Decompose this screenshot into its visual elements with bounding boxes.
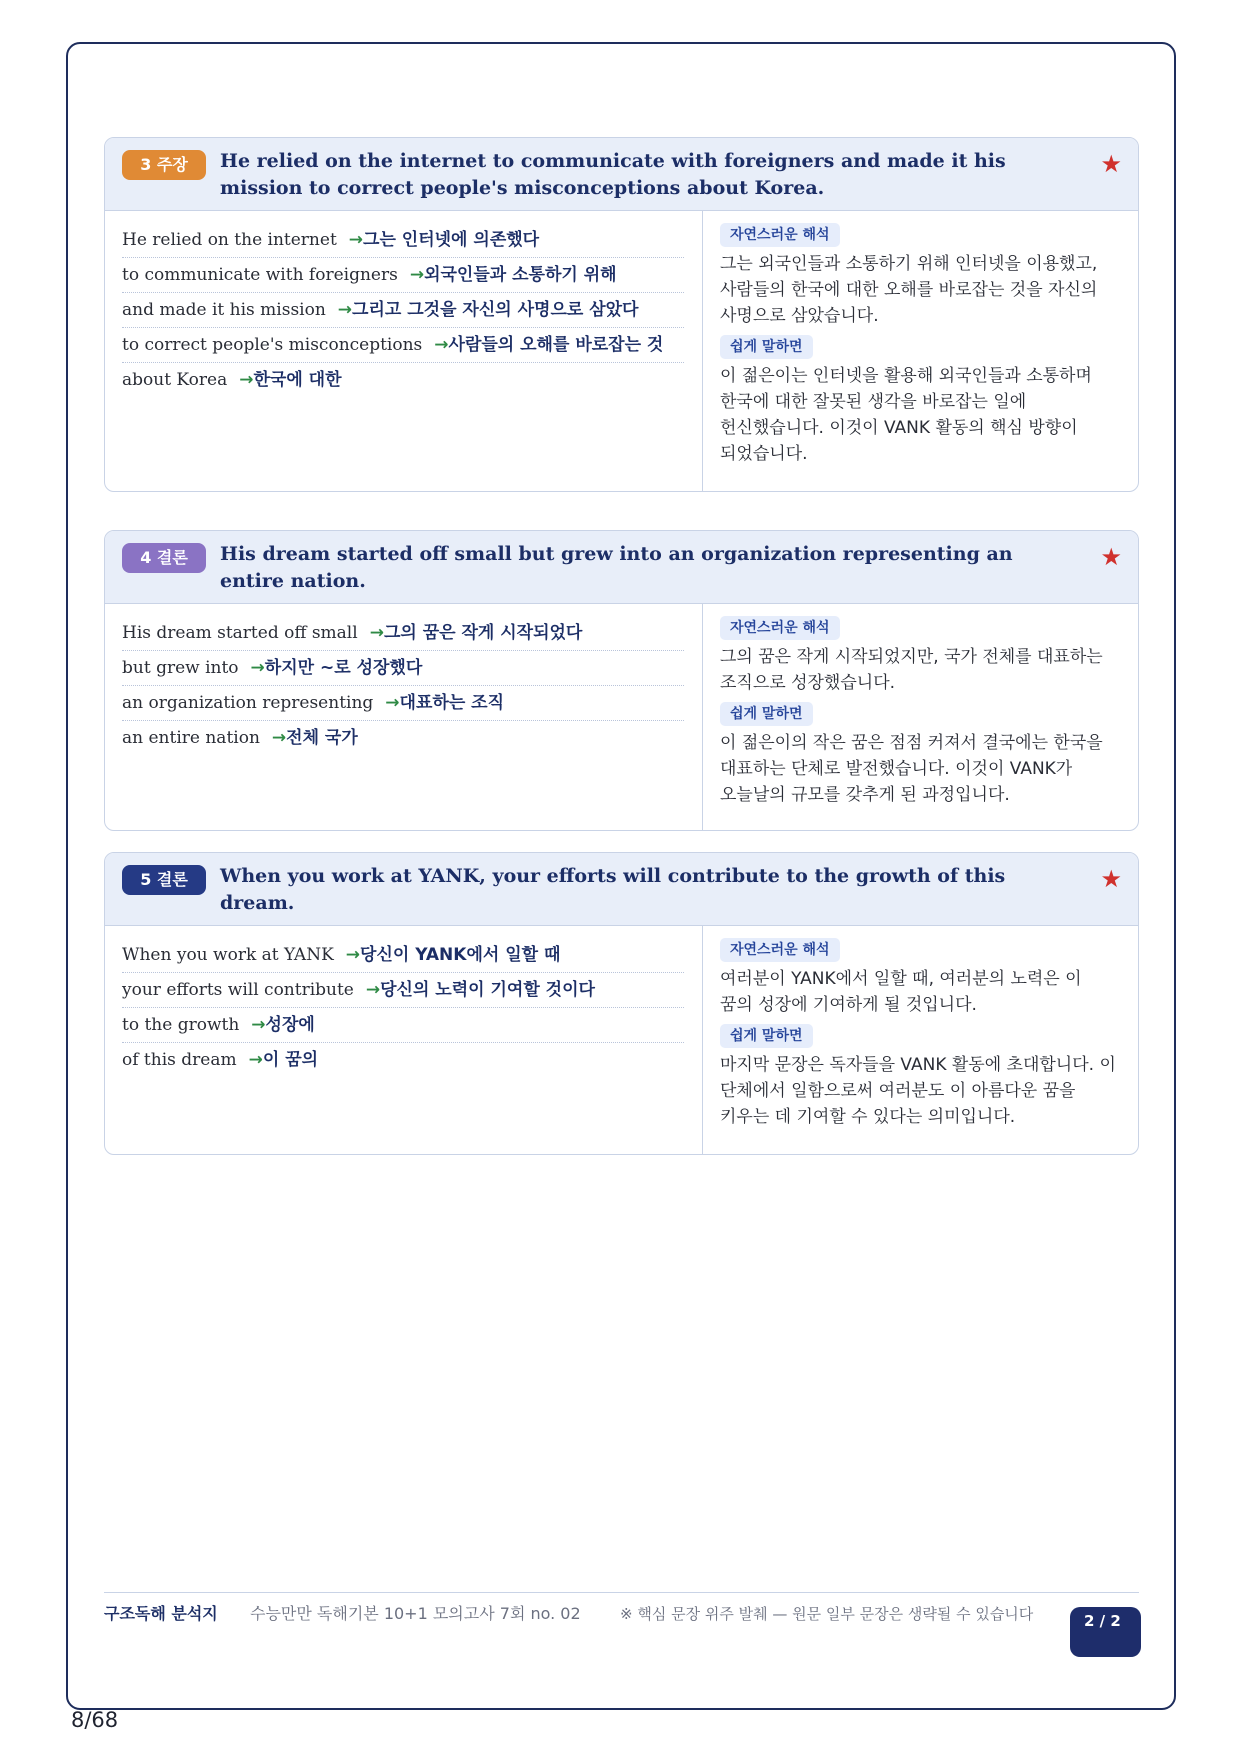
chunk-korean: 그의 꿈은 작게 시작되었다 — [383, 623, 583, 643]
chunk-english: He relied on the internet — [122, 230, 337, 250]
arrow-icon: → — [369, 623, 384, 643]
chunk-english: When you work at YANK — [122, 945, 334, 965]
translation-panel — [703, 211, 1138, 491]
arrow-icon: → — [251, 1015, 266, 1035]
card-header — [105, 853, 1138, 926]
sentence-badge: 3 주장 — [122, 150, 206, 180]
key-sentence: He relied on the internet to communicate with foreigners and made it his mission to correct people's misconceptions about Korea. — [220, 150, 1006, 199]
star-icon: ★ — [1100, 543, 1122, 571]
footer-note: ※ 핵심 문장 위주 발췌 — 원문 일부 문장은 생략될 수 있습니다 — [620, 1605, 1034, 1623]
chunk-row — [122, 363, 684, 397]
chunk-list — [105, 604, 703, 830]
chunk-row — [122, 686, 684, 721]
natural-translation: 여러분이 YANK에서 일할 때, 여러분의 노력은 이 꿈의 성장에 기여하게 될 것입니다. — [720, 969, 1082, 1015]
sentence-badge: 4 결론 — [122, 543, 206, 573]
arrow-icon: → — [345, 945, 361, 965]
arrow-icon: → — [409, 265, 425, 285]
card-header — [105, 531, 1138, 604]
chunk-english: His dream started off small — [122, 623, 358, 643]
chunk-row — [122, 938, 684, 973]
page-counter: 8/68 — [71, 1708, 119, 1732]
sentence-card-4 — [104, 530, 1139, 831]
chunk-korean: 한국에 대한 — [253, 370, 342, 390]
arrow-icon: → — [434, 335, 449, 355]
key-sentence: When you work at YANK, your efforts will contribute to the growth of this dream. — [220, 865, 1006, 914]
chunk-korean: 당신이 YANK에서 일할 때 — [360, 945, 561, 965]
easy-explanation-tag: 쉽게 말하면 — [720, 335, 813, 359]
natural-translation: 그는 외국인들과 소통하기 위해 인터넷을 이용했고, 사람들의 한국에 대한 오해를 바로잡는 것을 자신의 사명으로 삼았습니다. — [720, 254, 1098, 326]
star-icon: ★ — [1100, 865, 1122, 893]
natural-translation: 그의 꿈은 작게 시작되었지만, 국가 전체를 대표하는 조직으로 성장했습니다. — [720, 647, 1103, 693]
chunk-row — [122, 293, 684, 328]
arrow-icon: → — [385, 693, 400, 713]
natural-translation-tag: 자연스러운 해석 — [720, 223, 840, 247]
chunk-english: and made it his mission — [122, 300, 326, 320]
easy-explanation-tag: 쉽게 말하면 — [720, 702, 813, 726]
chunk-korean: 그리고 그것을 자신의 사명으로 삼았다 — [352, 300, 639, 320]
chunk-english: to communicate with foreigners — [122, 265, 398, 285]
chunk-row — [122, 258, 684, 293]
chunk-korean: 당신의 노력이 기여할 것이다 — [380, 980, 595, 1000]
chunk-korean: 대표하는 조직 — [399, 693, 504, 713]
chunk-row — [122, 616, 684, 651]
translation-panel — [703, 926, 1138, 1154]
chunk-row — [122, 721, 684, 755]
arrow-icon: → — [250, 658, 265, 678]
chunk-row — [122, 1008, 684, 1043]
arrow-icon: → — [239, 370, 254, 390]
arrow-icon: → — [365, 980, 381, 1000]
chunk-row — [122, 1043, 684, 1077]
footer-title: 구조독해 분석지 — [104, 1604, 218, 1623]
chunk-korean: 전체 국가 — [286, 728, 358, 748]
chunk-english: to correct people's misconceptions — [122, 335, 423, 355]
chunk-korean: 성장에 — [265, 1015, 315, 1035]
easy-explanation: 이 젊은이의 작은 꿈은 점점 커져서 결국에는 한국을 대표하는 단체로 발전했습니다. 이것이 VANK가 오늘날의 규모를 갖추게 된 과정입니다. — [720, 733, 1103, 805]
chunk-korean: 외국인들과 소통하기 위해 — [424, 265, 617, 285]
chunk-list — [105, 211, 703, 491]
arrow-icon: → — [248, 1050, 263, 1070]
natural-translation-tag: 자연스러운 해석 — [720, 938, 840, 962]
chunk-korean: 사람들의 오해를 바로잡는 것 — [448, 335, 664, 355]
footer-source: 수능만만 독해기본 10+1 모의고사 7회 no. 02 — [250, 1604, 581, 1623]
chunk-row — [122, 651, 684, 686]
chunk-english: about Korea — [122, 370, 228, 390]
arrow-icon: → — [337, 300, 353, 320]
arrow-icon: → — [271, 728, 287, 748]
sentence-card-5 — [104, 852, 1139, 1155]
chunk-english: but grew into — [122, 658, 239, 678]
footer-page-number: 2 / 2 — [1070, 1607, 1141, 1657]
star-icon: ★ — [1100, 150, 1122, 178]
chunk-english: an entire nation — [122, 728, 260, 748]
chunk-row — [122, 328, 684, 363]
chunk-english: your efforts will contribute — [122, 980, 354, 1000]
easy-explanation: 마지막 문장은 독자들을 VANK 활동에 초대합니다. 이 단체에서 일함으로써 여러분도 이 아름다운 꿈을 키우는 데 기여할 수 있다는 의미입니다. — [720, 1055, 1116, 1127]
chunk-english: of this dream — [122, 1050, 237, 1070]
chunk-korean: 하지만 ~로 성장했다 — [264, 658, 423, 678]
chunk-english: to the growth — [122, 1015, 240, 1035]
chunk-list — [105, 926, 703, 1154]
arrow-icon: → — [348, 230, 364, 250]
easy-explanation: 이 젊은이는 인터넷을 활용해 외국인들과 소통하며 한국에 대한 잘못된 생각을 바로잡는 일에 헌신했습니다. 이것이 VANK 활동의 핵심 방향이 되었습니다. — [720, 366, 1092, 464]
natural-translation-tag: 자연스러운 해석 — [720, 616, 840, 640]
chunk-korean: 그는 인터넷에 의존했다 — [363, 230, 540, 250]
easy-explanation-tag: 쉽게 말하면 — [720, 1024, 813, 1048]
chunk-row — [122, 223, 684, 258]
card-header — [105, 138, 1138, 211]
chunk-korean: 이 꿈의 — [262, 1050, 319, 1070]
key-sentence: His dream started off small but grew into an organization representing an entire nation. — [220, 543, 1013, 592]
chunk-row — [122, 973, 684, 1008]
sentence-badge: 5 결론 — [122, 865, 206, 895]
translation-panel — [703, 604, 1138, 830]
sentence-card-3 — [104, 137, 1139, 492]
page-footer — [104, 1592, 1139, 1656]
chunk-english: an organization representing — [122, 693, 374, 713]
